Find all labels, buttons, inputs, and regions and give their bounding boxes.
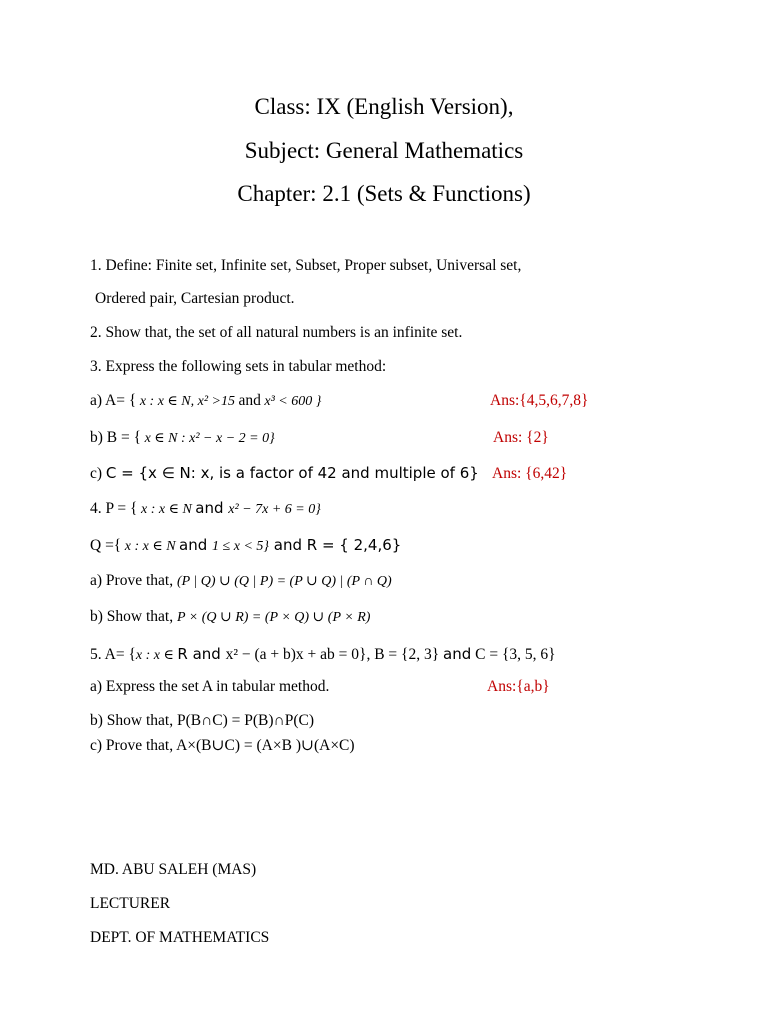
question-5-condition: x : x ∈ xyxy=(135,648,178,663)
answer-3a: Ans:{4,5,6,7,8} xyxy=(490,392,589,409)
question-3a xyxy=(90,392,321,410)
question-4-q-and: and xyxy=(179,536,213,554)
question-2: 2. Show that, the set of all natural numbers is an infinite set. xyxy=(90,324,463,341)
question-1-line-1: 1. Define: Finite set, Infinite set, Subset, Proper subset, Universal set, xyxy=(90,257,522,274)
question-4-q-inequality: 1 ≤ x < 5} xyxy=(212,539,269,554)
question-3b-set-condition: x ∈ N : x² − x − 2 = 0} xyxy=(141,431,275,446)
question-5-prefix: 5. A= { xyxy=(90,646,136,663)
question-4-q-prefix: Q ={ xyxy=(90,537,122,554)
question-3c-set-condition: C = {x ∈ N: x, is a factor of 42 and multiple of 6} xyxy=(105,464,479,482)
question-5c: c) Prove that, A×(B∪C) = (A×B )∪(A×C) xyxy=(90,737,355,754)
question-3b xyxy=(90,429,275,447)
author-department: DEPT. OF MATHEMATICS xyxy=(90,929,270,946)
question-3b-prefix: b) B = { xyxy=(90,429,142,446)
question-4b xyxy=(90,608,370,626)
answer-3c: Ans: {6,42} xyxy=(492,465,568,482)
question-5-r: R xyxy=(177,645,188,663)
question-5-c-set: C = {3, 5, 6} xyxy=(471,646,556,663)
question-3: 3. Express the following sets in tabular method: xyxy=(90,358,387,375)
question-5-equation: x² − (a + b)x + ab = 0}, B = {2, 3} xyxy=(225,646,444,663)
question-4-set-condition: x : x ∈ N xyxy=(137,502,196,517)
question-4-equation: x² − 7x + 6 = 0} xyxy=(228,502,321,517)
author-title: LECTURER xyxy=(90,895,171,912)
question-3c-prefix: c) xyxy=(90,465,106,482)
question-3a-set-condition: x : x ∈ N, x² >15 xyxy=(136,394,239,409)
subject-title: Subject: General Mathematics xyxy=(244,138,524,163)
question-3a-prefix: a) A= { xyxy=(90,392,137,409)
question-4-prefix: 4. P = { xyxy=(90,500,138,517)
question-3a-and: and xyxy=(238,392,261,409)
question-4-q-r xyxy=(90,536,401,555)
question-5 xyxy=(90,645,556,664)
question-4-r-set: and R = { 2,4,6} xyxy=(269,536,402,554)
question-4b-identity: P × (Q ∪ R) = (P × Q) ∪ (P × R) xyxy=(176,610,371,625)
question-4a-prefix: a) Prove that, xyxy=(90,572,177,589)
question-4-p xyxy=(90,499,321,518)
question-5-and-2: and xyxy=(443,645,472,663)
question-4-q-condition: x : x ∈ N xyxy=(121,539,180,554)
question-4a xyxy=(90,572,392,590)
question-3a-set-condition-2: x³ < 600 } xyxy=(260,394,322,409)
class-title: Class: IX (English Version), xyxy=(254,94,514,119)
question-4a-identity: (P | Q) ∪ (Q | P) = (P ∪ Q) | (P ∩ Q) xyxy=(176,574,392,589)
author-name: MD. ABU SALEH (MAS) xyxy=(90,861,257,878)
answer-3b: Ans: {2} xyxy=(493,429,549,446)
question-4b-prefix: b) Show that, xyxy=(90,608,177,625)
question-3c xyxy=(90,464,479,483)
answer-5a: Ans:{a,b} xyxy=(487,678,550,695)
question-1-line-2: Ordered pair, Cartesian product. xyxy=(95,290,295,307)
question-4-and: and xyxy=(195,499,229,517)
chapter-title: Chapter: 2.1 (Sets & Functions) xyxy=(237,181,531,206)
question-5b: b) Show that, P(B∩C) = P(B)∩P(C) xyxy=(90,712,315,729)
question-5-and: and xyxy=(187,645,226,663)
question-5a: a) Express the set A in tabular method. xyxy=(90,678,330,695)
